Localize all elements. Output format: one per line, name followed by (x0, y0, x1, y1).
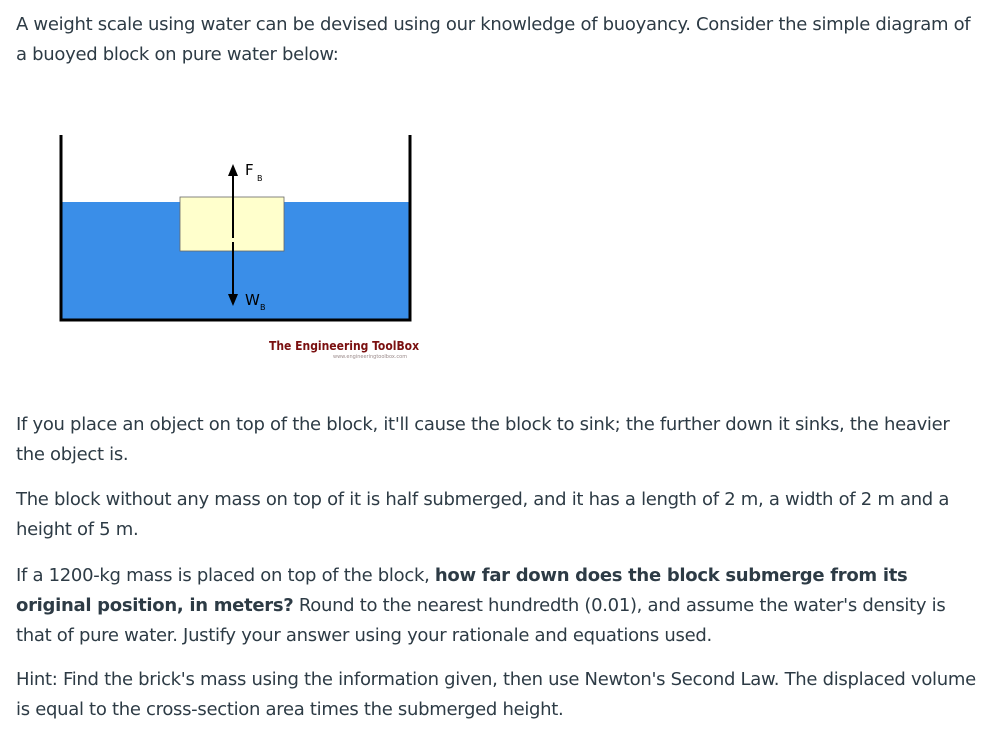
buoyancy-diagram (55, 130, 425, 370)
watermark-url: www.engineeringtoolbox.com (333, 354, 408, 360)
watermark-title: The Engineering ToolBox (269, 339, 420, 353)
force-down-subscript: B (260, 303, 266, 312)
force-up-subscript: B (257, 174, 263, 183)
question-text-end: Round to the nearest hundredth (0.01), and assume the water's density is that of pure water. Justify your answer using your rationale and equations used. (16, 595, 946, 646)
question-bold: how far down does the block submerge from its original position, in meters? (16, 565, 908, 616)
question-text-start: If a 1200-kg mass is placed on top of the block, (16, 565, 435, 586)
force-down-label: W (245, 291, 260, 309)
force-up-label: F (245, 161, 254, 179)
paragraph-dimensions: The block without any mass on top of it is half submerged, and it has a length of 2 m, a width of 2 m and a height of 5 m. (16, 489, 950, 540)
up-arrowhead-icon (228, 164, 238, 176)
intro-paragraph: A weight scale using water can be devised using our knowledge of buoyancy. Consider the simple diagram of a buoyed block on pure water below: (16, 14, 971, 65)
paragraph-hint: Hint: Find the brick's mass using the information given, then use Newton's Second Law. The displaced volume is equal to the cross-section area times the submerged height. (16, 669, 976, 720)
paragraph-sinking: If you place an object on top of the block, it'll cause the block to sink; the further down it sinks, the heavier the object is. (16, 414, 950, 465)
paragraph-question (16, 561, 982, 651)
